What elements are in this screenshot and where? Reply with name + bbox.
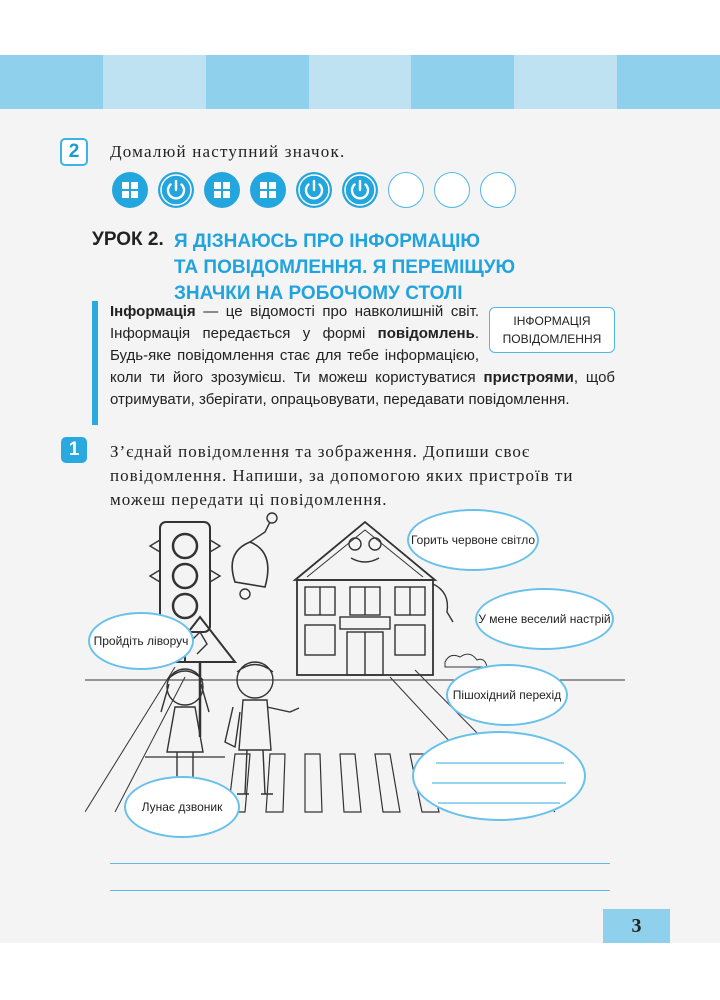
answer-line-2[interactable] xyxy=(110,890,610,891)
task-2-instruction: Домалюй наступний значок. xyxy=(110,142,346,161)
bubble-red-light[interactable]: Горить червоне світло xyxy=(407,509,539,571)
task-1-number: 1 xyxy=(61,437,87,463)
term-devices: пристроями xyxy=(483,369,574,386)
icon-pattern-row xyxy=(112,172,516,208)
bush-drawing xyxy=(445,654,487,667)
keywords-box xyxy=(489,307,615,353)
empty-message-bubble[interactable] xyxy=(412,731,586,821)
keyword-message: ПОВІДОМЛЕННЯ xyxy=(502,332,602,346)
bubble-turn-left[interactable]: Пройдіть ліворуч xyxy=(88,612,194,670)
info-text-part: , щоб отримувати, зберігати, опрацьовувати, передавати повідомлення. xyxy=(110,369,615,408)
answer-line-1[interactable] xyxy=(110,863,610,864)
girl-drawing xyxy=(161,669,209,792)
lesson-title-line: ТА ПОВІДОМЛЕННЯ. Я ПЕРЕМІЩУЮ xyxy=(174,257,516,278)
lesson-title-line: ЗНАЧКИ НА РОБОЧОМУ СТОЛІ xyxy=(174,283,463,304)
info-text-part: — це відомості про навколишній світ. Інформація передається у формі xyxy=(110,303,479,342)
windows-icon xyxy=(250,172,286,208)
windows-icon xyxy=(112,172,148,208)
bubble-writing-lines xyxy=(414,733,584,819)
top-color-band xyxy=(0,55,720,109)
power-icon xyxy=(342,172,378,208)
power-icon xyxy=(158,172,194,208)
term-messages: повідомлень xyxy=(377,325,475,342)
term-information: Інформація xyxy=(110,303,196,320)
power-icon xyxy=(296,172,332,208)
empty-icon-slot[interactable] xyxy=(388,172,424,208)
bell-drawing xyxy=(232,513,277,599)
lesson-title-line: Я ДІЗНАЮСЬ ПРО ІНФОРМАЦІЮ xyxy=(174,231,480,252)
empty-icon-slot[interactable] xyxy=(434,172,470,208)
info-text-part: . Будь-яке повідомлення стає для тебе інформацією, коли ти його зрозумієш. Ти можеш користуватися xyxy=(110,325,484,386)
page-number: 3 xyxy=(603,909,670,943)
task-1-instruction: З’єднай повідомлення та зображення. Допиши своє повідомлення. Напиши, за допомогою яких пристроїв ти можеш передати ці повідомлення. xyxy=(110,442,574,509)
info-paragraph xyxy=(110,301,615,411)
lesson-number: УРОК 2. xyxy=(92,229,164,250)
lesson-title xyxy=(174,229,574,307)
bubble-crossing[interactable]: Пішохідний перехід xyxy=(446,664,568,726)
empty-icon-slot[interactable] xyxy=(480,172,516,208)
windows-icon xyxy=(204,172,240,208)
task-2-number: 2 xyxy=(60,138,88,166)
bubble-mood[interactable]: У мене веселий настрій xyxy=(475,588,614,650)
bubble-bell[interactable]: Лунає дзвоник xyxy=(124,776,240,838)
info-accent-bar xyxy=(92,301,98,425)
keyword-information: ІНФОРМАЦІЯ xyxy=(513,314,591,328)
boy-drawing xyxy=(225,662,299,794)
